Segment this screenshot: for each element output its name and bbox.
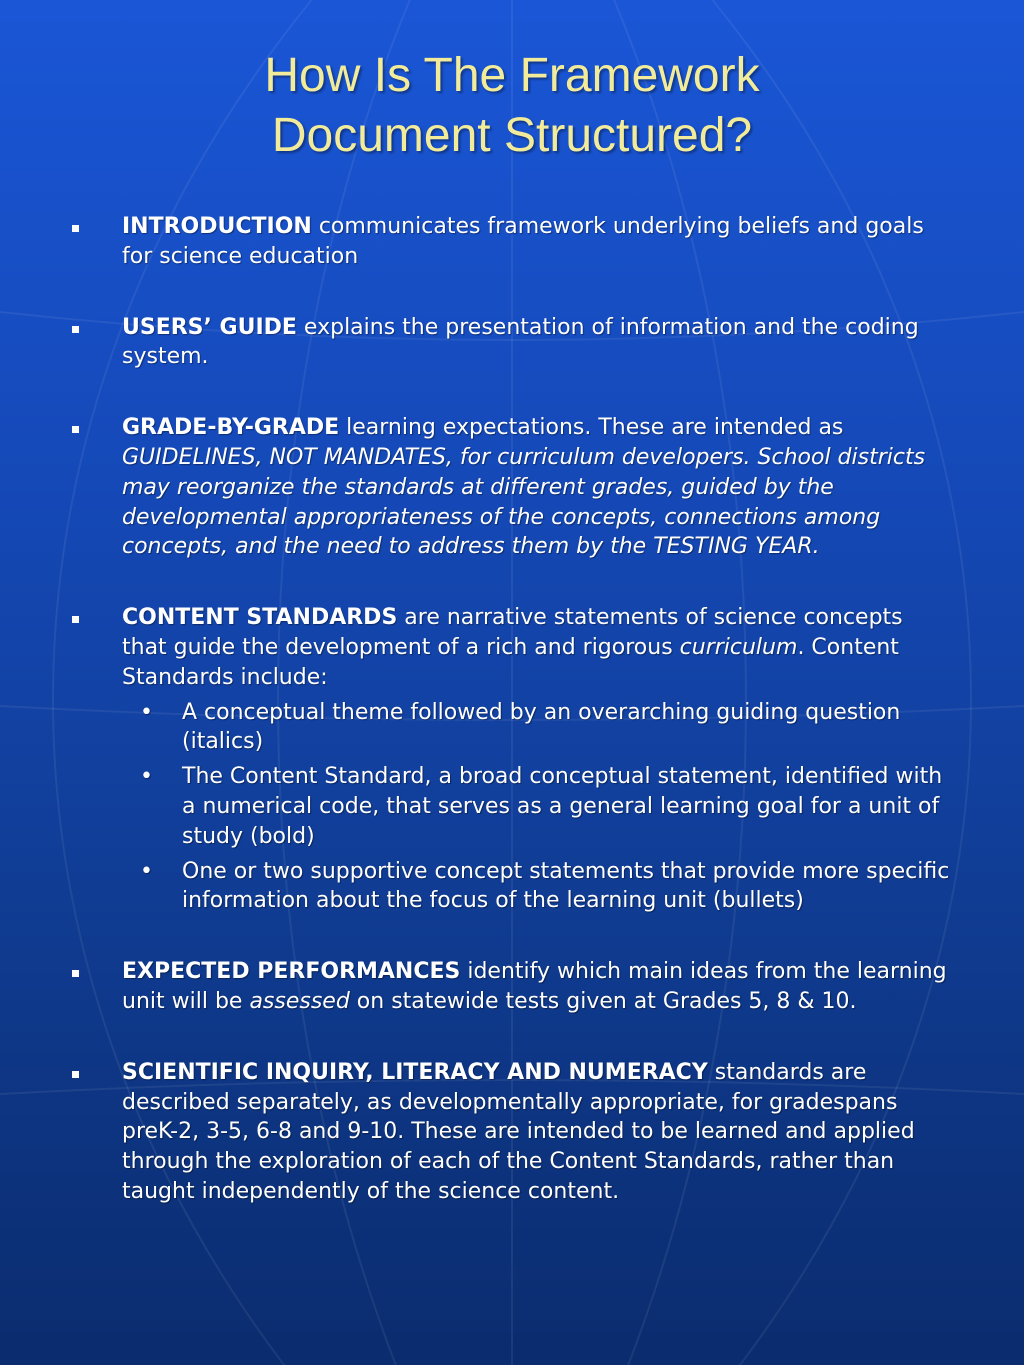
square-bullet-icon (72, 970, 79, 977)
round-bullet-icon: • (140, 764, 153, 790)
item-text: identify which main ideas from the learning unit will be (122, 959, 947, 1014)
item-heading: GRADE-BY-GRADE (122, 415, 340, 441)
item-text-end: on statewide tests given at Grades 5, 8 & 10. (349, 988, 857, 1014)
square-bullet-icon (72, 1071, 79, 1078)
sub-list-item (122, 857, 950, 917)
item-text: standards are described separately, as developmentally appropriate, for gradespans preK-2, 3-5, 6-8 and 9-10. These are intended to be learned and applied through the exploration of each of the Content Standards, rather than taught independently of the science content. (122, 1059, 915, 1204)
item-italic-text: GUIDELINES, NOT MANDATES, for curriculum developers. School districts may reorganize the standards at different grades, guided by the developmental appropriateness of the concepts, connections among concepts, and the need to address them by the TESTING YEAR. (122, 444, 926, 560)
item-italic-text: assessed (249, 988, 350, 1014)
square-bullet-icon (72, 326, 79, 333)
sub-list-item (122, 698, 950, 758)
slide-title (0, 46, 1024, 166)
title-line-2: Document Structured? (271, 109, 753, 162)
item-heading: INTRODUCTION (122, 214, 312, 239)
item-italic-text: curriculum (679, 634, 798, 660)
item-heading: USERS’ GUIDE (122, 314, 297, 340)
list-item (70, 1058, 950, 1207)
sub-list-item (122, 762, 950, 851)
square-bullet-icon (72, 225, 79, 232)
sub-item-text: A conceptual theme followed by an overarching guiding question (italics) (182, 699, 901, 755)
list-item (70, 603, 950, 916)
item-text: learning expectations. These are intended as (339, 415, 844, 441)
round-bullet-icon: • (140, 858, 153, 884)
item-text: communicates framework underlying beliefs and goals for science education (122, 214, 924, 269)
sub-item-text: One or two supportive concept statements that provide more specific information about the focus of the learning unit (bullets) (182, 858, 950, 914)
item-text-end: . Content Standards include: (122, 634, 899, 690)
list-item (70, 212, 950, 272)
square-bullet-icon (72, 616, 79, 623)
sub-bullet-list (122, 698, 950, 917)
item-heading: SCIENTIFIC INQUIRY, LITERACY AND NUMERACY (122, 1059, 708, 1085)
bullet-list (70, 212, 950, 1248)
item-text: explains the presentation of information and the coding system. (122, 314, 919, 370)
sub-item-text: The Content Standard, a broad conceptual statement, identified with a numerical code, that serves as a general learning goal for a unit of study (bold) (182, 764, 943, 849)
title-line-1: How Is The Framework (264, 49, 760, 102)
item-text: are narrative statements of science concepts that guide the development of a rich and rigorous (122, 605, 903, 660)
list-item (70, 413, 950, 562)
list-item (70, 957, 950, 1017)
list-item (70, 313, 950, 373)
item-heading: EXPECTED PERFORMANCES (122, 959, 461, 985)
item-heading: CONTENT STANDARDS (122, 605, 398, 631)
square-bullet-icon (72, 426, 79, 433)
round-bullet-icon: • (140, 699, 153, 725)
